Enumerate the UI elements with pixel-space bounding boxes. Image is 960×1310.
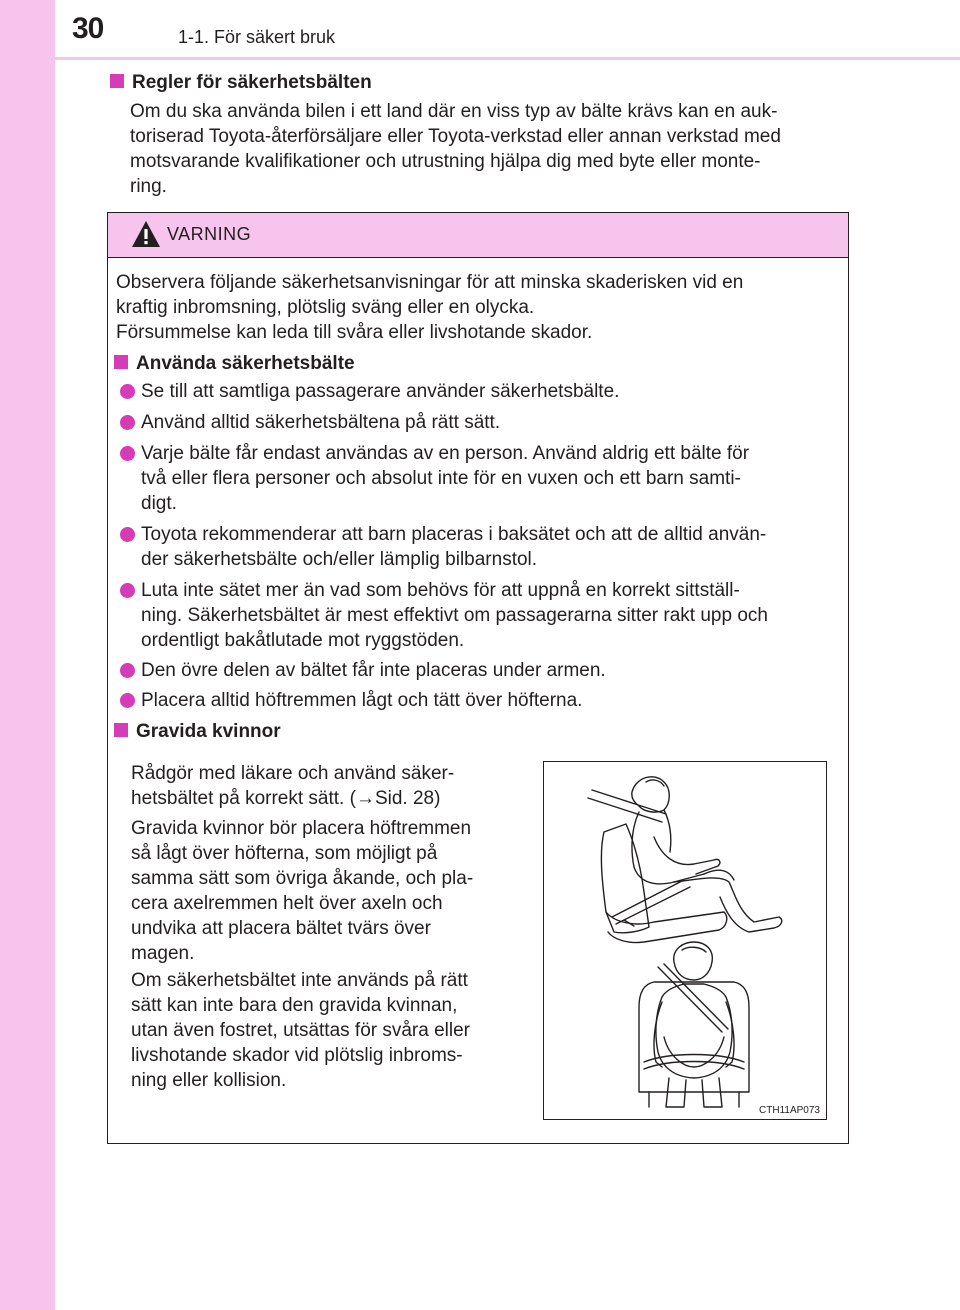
text-line: digt. bbox=[141, 493, 177, 514]
list-item bbox=[120, 379, 842, 404]
text-line: Varje bälte får endast användas av en person. Använd aldrig ett bälte för bbox=[141, 443, 750, 464]
figure-code: CTH11AP073 bbox=[759, 1105, 820, 1116]
text-line: Om du ska använda bilen i ett land där en viss typ av bälte krävs kan en auk- bbox=[130, 101, 778, 122]
text-line: Om säkerhetsbältet inte används på rätt bbox=[131, 970, 468, 991]
text-line: utan även fostret, utsättas för svåra eller bbox=[131, 1020, 471, 1041]
subsection-title: Gravida kvinnor bbox=[136, 721, 281, 742]
subsection-heading bbox=[114, 721, 281, 743]
text-line: toriserad Toyota-återförsäljare eller Toyota-verkstad eller annan verkstad med bbox=[130, 126, 781, 147]
text-line: Den övre delen av bältet får inte placeras under armen. bbox=[141, 660, 606, 681]
text-line: ning eller kollision. bbox=[131, 1070, 287, 1091]
square-bullet-icon bbox=[114, 723, 128, 737]
page-number: 30 bbox=[72, 12, 104, 45]
text-line: motsvarande kvalifikationer och utrustning hjälpa dig med byte eller monte- bbox=[130, 151, 761, 172]
text-line: Toyota rekommenderar att barn placeras i baksätet och att de alltid använ- bbox=[141, 524, 767, 545]
text-line: Luta inte sätet mer än vad som behövs för att uppnå en korrekt sittställ- bbox=[141, 580, 740, 601]
text-line: cera axelremmen helt över axeln och bbox=[131, 893, 443, 914]
chapter-title: 1-1. För säkert bruk bbox=[178, 27, 336, 47]
text-line: ning. Säkerhetsbältet är mest effektivt om passagerarna sitter rakt upp och bbox=[141, 605, 768, 626]
text-line: magen. bbox=[131, 943, 195, 964]
text-line: Rådgör med läkare och använd säker- bbox=[131, 763, 455, 784]
list-item bbox=[120, 522, 842, 572]
header-rule bbox=[55, 57, 960, 60]
list-item bbox=[120, 410, 842, 435]
pregnant-woman-seatbelt-figure bbox=[544, 762, 826, 1119]
text-line: ordentligt bakåtlutade mot ryggstöden. bbox=[141, 630, 465, 651]
subsection-heading bbox=[114, 353, 355, 375]
pregnancy-paragraph bbox=[131, 968, 518, 1093]
bullet-dot-icon bbox=[120, 693, 135, 708]
warning-intro bbox=[116, 270, 838, 345]
text-line: Observera följande säkerhetsanvisningar för att minska skaderisken vid en bbox=[116, 272, 744, 293]
text-line: Gravida kvinnor bör placera höftremmen bbox=[131, 818, 472, 839]
bullet-dot-icon bbox=[120, 583, 135, 598]
bullet-dot-icon bbox=[120, 663, 135, 678]
bullet-dot-icon bbox=[120, 384, 135, 399]
text-line: der säkerhetsbälte och/eller lämplig bilbarnstol. bbox=[141, 549, 538, 570]
bullet-dot-icon bbox=[120, 415, 135, 430]
list-item bbox=[120, 688, 842, 713]
side-strip bbox=[0, 0, 55, 1310]
seatbelt-illustration bbox=[543, 761, 827, 1120]
warning-triangle-icon bbox=[131, 220, 161, 248]
text-line: Se till att samtliga passagerare använder säkerhetsbälte. bbox=[141, 381, 620, 402]
section-paragraph bbox=[130, 99, 842, 199]
text-line: så lågt över höfterna, som möjligt på bbox=[131, 843, 438, 864]
warning-box bbox=[107, 212, 849, 1144]
subsection-title: Använda säkerhetsbälte bbox=[136, 353, 355, 374]
list-item bbox=[120, 658, 842, 683]
list-item bbox=[120, 578, 842, 653]
section-title: Regler för säkerhetsbälten bbox=[132, 72, 372, 93]
list-item bbox=[120, 441, 842, 516]
text-line: ring. bbox=[130, 176, 167, 197]
text-line: Använd alltid säkerhetsbältena på rätt sätt. bbox=[141, 412, 501, 433]
text-line: kraftig inbromsning, plötslig sväng eller en olycka. bbox=[116, 297, 535, 318]
text-line: undvika att placera bältet tvärs över bbox=[131, 918, 431, 939]
warning-header bbox=[108, 213, 848, 258]
section-heading bbox=[110, 72, 372, 94]
text-line: sätt kan inte bara den gravida kvinnan, bbox=[131, 995, 458, 1016]
bullet-dot-icon bbox=[120, 446, 135, 461]
warning-title: VARNING bbox=[167, 224, 252, 244]
text-line: livshotande skador vid plötslig inbroms- bbox=[131, 1045, 463, 1066]
bullet-dot-icon bbox=[120, 527, 135, 542]
text-line: Placera alltid höftremmen lågt och tätt över höfterna. bbox=[141, 690, 583, 711]
square-bullet-icon bbox=[114, 355, 128, 369]
text-line: Försummelse kan leda till svåra eller livshotande skador. bbox=[116, 322, 593, 343]
text-line: hetsbältet på korrekt sätt. (→Sid. 28) bbox=[131, 788, 441, 809]
text-line: två eller flera personer och absolut inte för en vuxen och ett barn samti- bbox=[141, 468, 741, 489]
pregnancy-paragraph bbox=[131, 761, 518, 811]
pregnancy-paragraph bbox=[131, 816, 518, 966]
square-bullet-icon bbox=[110, 74, 124, 88]
text-line: samma sätt som övriga åkande, och pla- bbox=[131, 868, 474, 889]
